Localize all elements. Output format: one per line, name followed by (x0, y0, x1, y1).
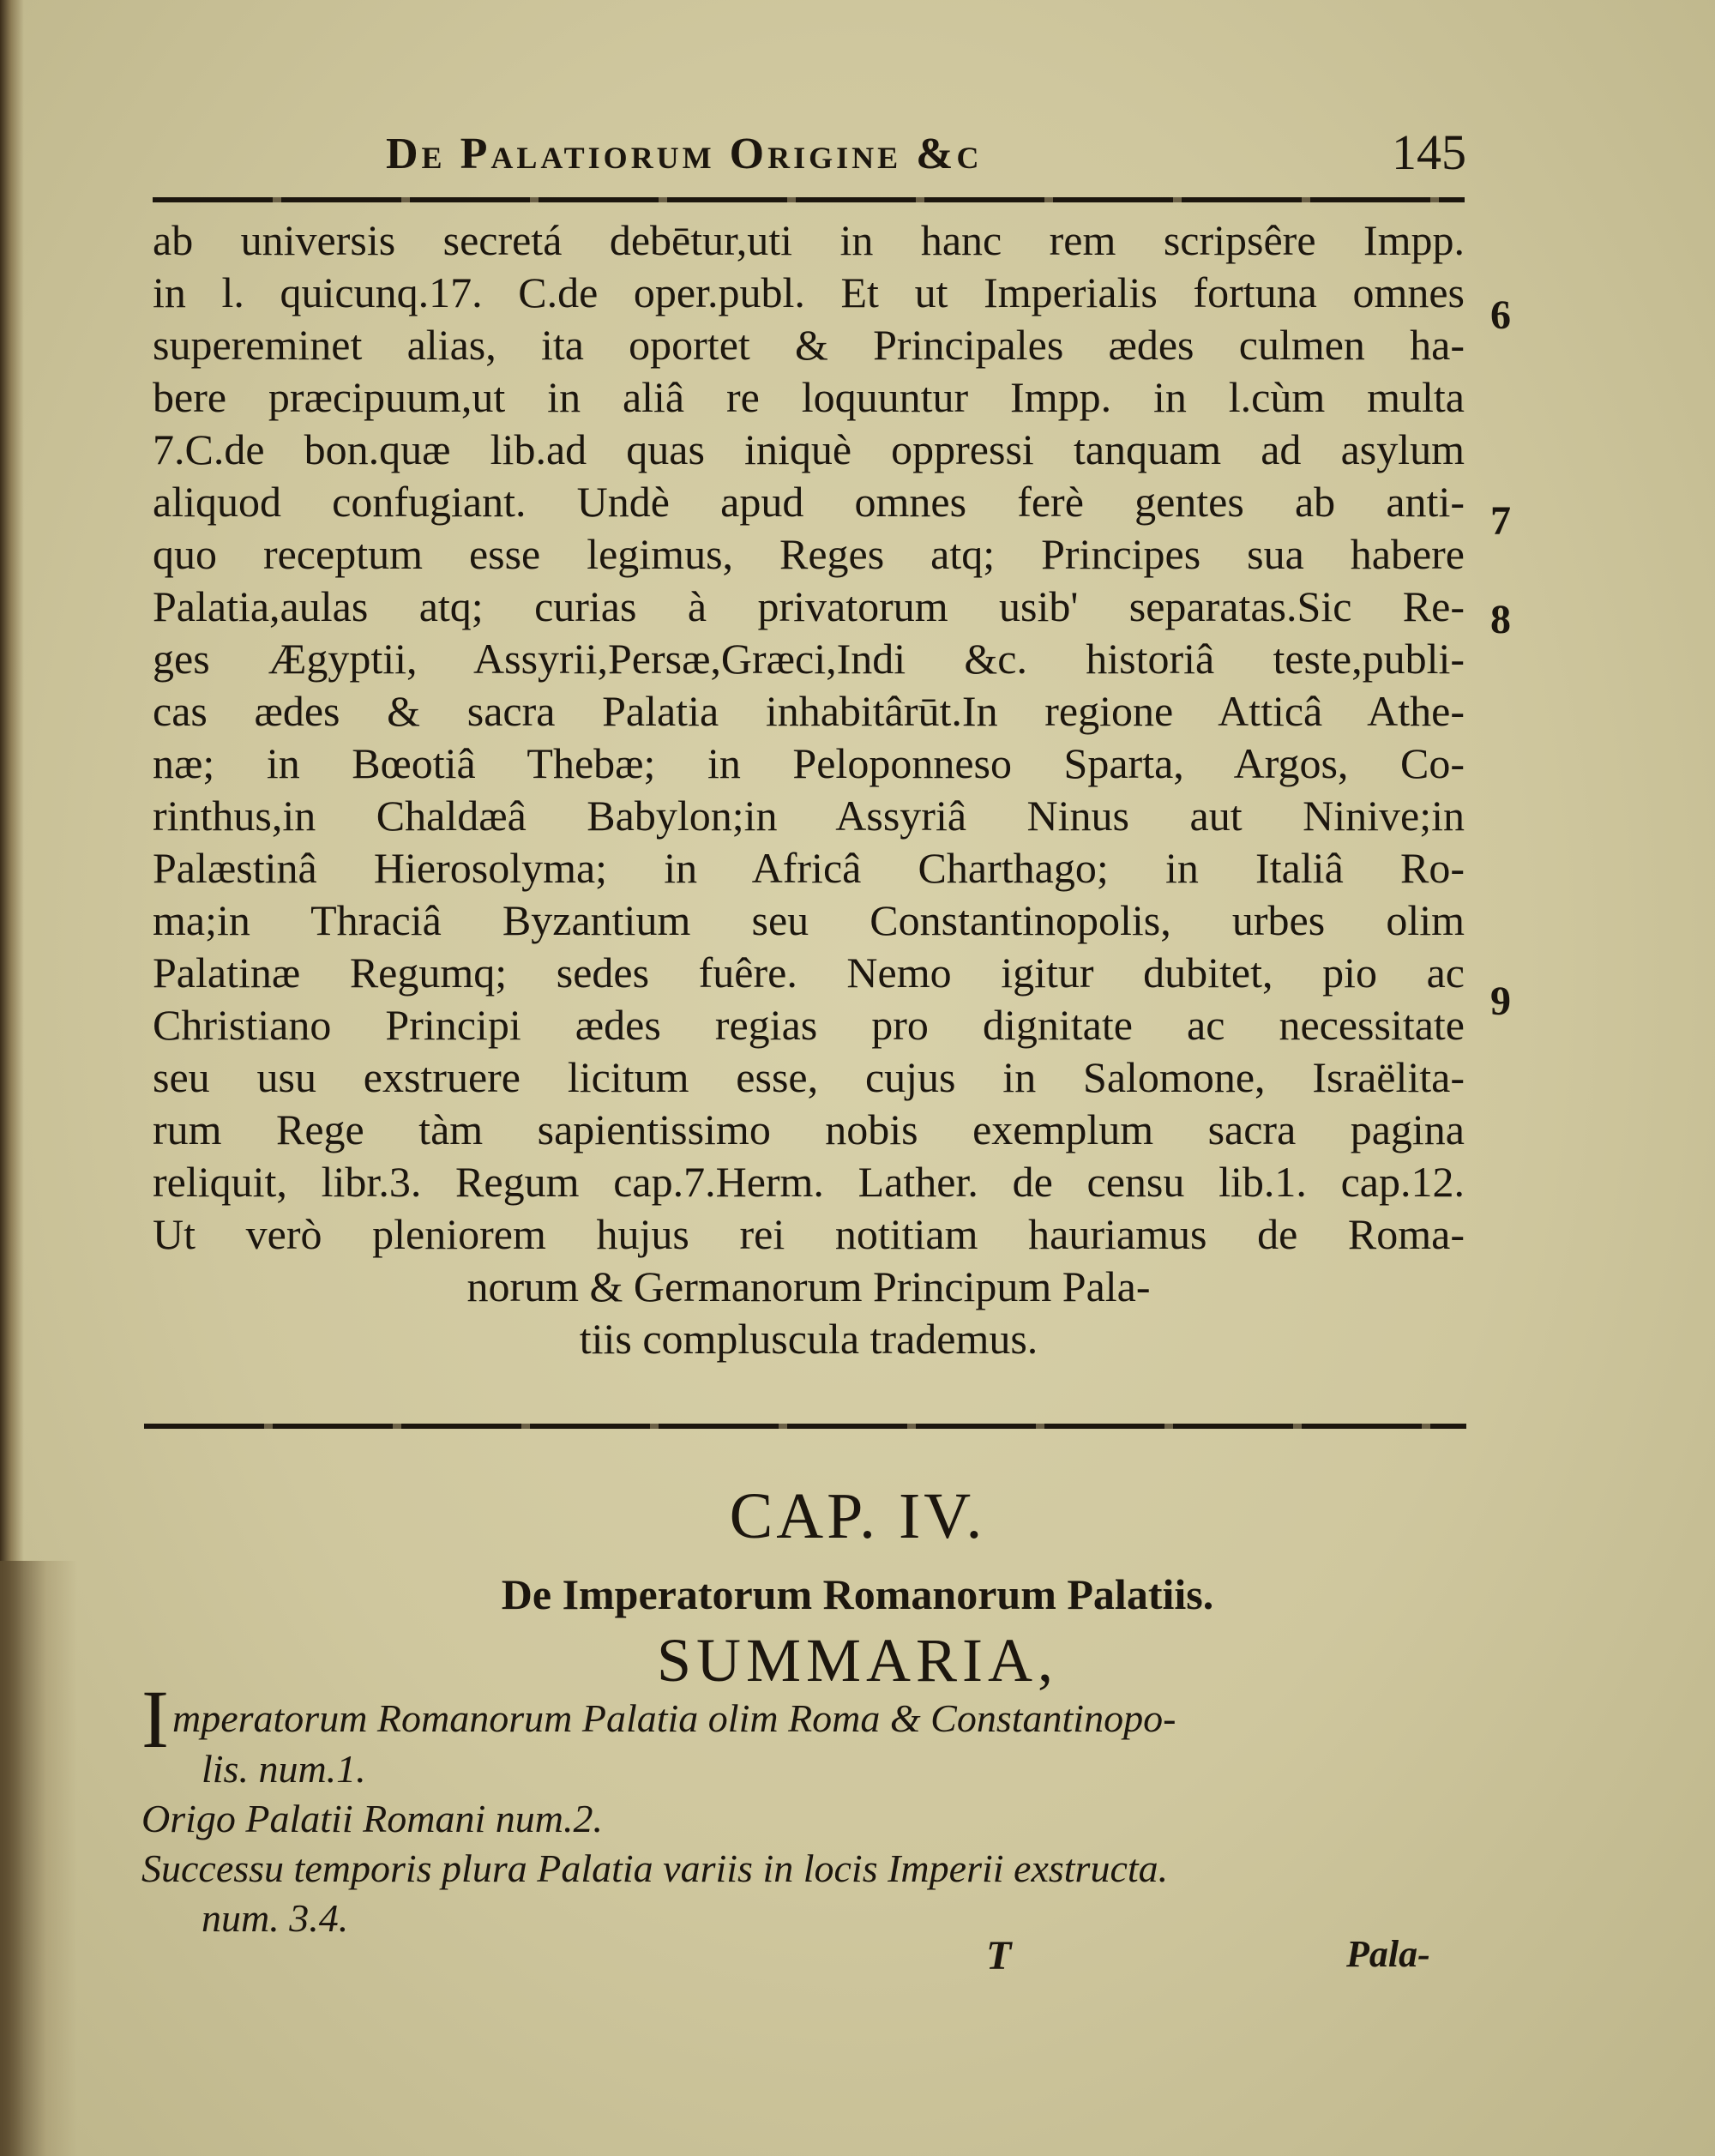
catchword: Pala- (1346, 1933, 1430, 1975)
margin-number: 6 (1490, 292, 1511, 338)
summary-entry (141, 1673, 1466, 1794)
drop-cap: I (141, 1673, 169, 1765)
chapter-subtitle: De Imperatorum Romanorum Palatiis. (501, 1570, 1214, 1618)
margin-number: 9 (1490, 979, 1511, 1024)
text-line: Palatia,aulas atq; curias à privatorum usib' separatas.Sic Re- (153, 582, 1465, 630)
summary-entry (141, 1844, 1466, 1943)
summary-entry (141, 1794, 1466, 1844)
margin-number: 7 (1490, 498, 1511, 544)
text-line: in l. quicunq.17. C.de oper.publ. Et ut Imperialis fortuna omnes (153, 268, 1465, 316)
summaria-heading: SUMMARIA, (656, 1626, 1059, 1695)
text-line: ab universis secretá debētur,uti in hanc rem scripsêre Impp. (153, 216, 1465, 264)
summary-entry-continuation: lis. num.1. (202, 1747, 366, 1791)
page-number: 145 (1392, 124, 1466, 180)
text-line: bere præcipuum,ut in aliâ re loquuntur Impp. in l.cùm multa (153, 373, 1465, 421)
text-line: tiis compluscula trademus. (579, 1315, 1038, 1363)
text-line: cas ædes & sacra Palatia inhabitârūt.In regione Atticâ Athe- (153, 687, 1465, 735)
text-line: seu usu exstruere licitum esse, cujus in Salomone, Israëlita- (153, 1053, 1465, 1101)
body-text (153, 214, 1465, 1365)
text-line: næ; in Bœotiâ Thebæ; in Peloponneso Sparta, Argos, Co- (153, 739, 1465, 787)
summary-list (141, 1673, 1466, 1943)
text-line: Christiano Principi ædes regias pro dignitate ac necessitate (153, 1001, 1465, 1049)
text-line: Palatinæ Regumq; sedes fuêre. Nemo igitur dubitet, pio ac (153, 949, 1465, 997)
text-line: Palæstinâ Hierosolyma; in Africâ Charthago; in Italiâ Ro- (153, 844, 1465, 892)
summary-entry-continuation: num. 3.4. (202, 1896, 349, 1940)
text-line: quo receptum esse legimus, Reges atq; Principes sua habere (153, 530, 1465, 578)
running-title: De Palatiorum Origine &c (386, 129, 983, 178)
text-line: Ut verò pleniorem hujus rei notitiam hauriamus de Roma- (153, 1210, 1465, 1258)
text-line: reliquit, libr.3. Regum cap.7.Herm. Lather. de censu lib.1. cap.12. (153, 1158, 1465, 1206)
text-line: supereminet alias, ita oportet & Principales ædes culmen ha- (153, 321, 1465, 369)
summary-entry-text: Origo Palatii Romani num.2. (141, 1797, 603, 1840)
text-line: ges Ægyptii, Assyrii,Persæ,Græci,Indi &c. historiâ teste,publi- (153, 635, 1465, 683)
signature-mark: T (986, 1933, 1012, 1978)
section-rule (144, 1424, 1466, 1429)
text-line: 7.C.de bon.quæ lib.ad quas iniquè oppressi tanquam ad asylum (153, 425, 1465, 473)
summary-entry-text: Successu temporis plura Palatia variis in locis Imperii exstructa. (141, 1846, 1169, 1890)
text-line: ma;in Thraciâ Byzantium seu Constantinopolis, urbes olim (153, 896, 1465, 944)
text-line: norum & Germanorum Principum Pala- (466, 1262, 1151, 1310)
running-head (154, 124, 1466, 189)
header-rule (153, 197, 1465, 202)
summary-entry-text: mperatorum Romanorum Palatia olim Roma & Constantinopo- (172, 1696, 1176, 1740)
chapter-title: CAP. IV. (729, 1480, 986, 1552)
text-line: rum Rege tàm sapientissimo nobis exemplum sacra pagina (153, 1105, 1465, 1153)
text-line: aliquod confugiant. Undè apud omnes ferè gentes ab anti- (153, 478, 1465, 526)
margin-number: 8 (1490, 597, 1511, 642)
text-line: rinthus,in Chaldæâ Babylon;in Assyriâ Ninus aut Ninive;in (153, 792, 1465, 840)
